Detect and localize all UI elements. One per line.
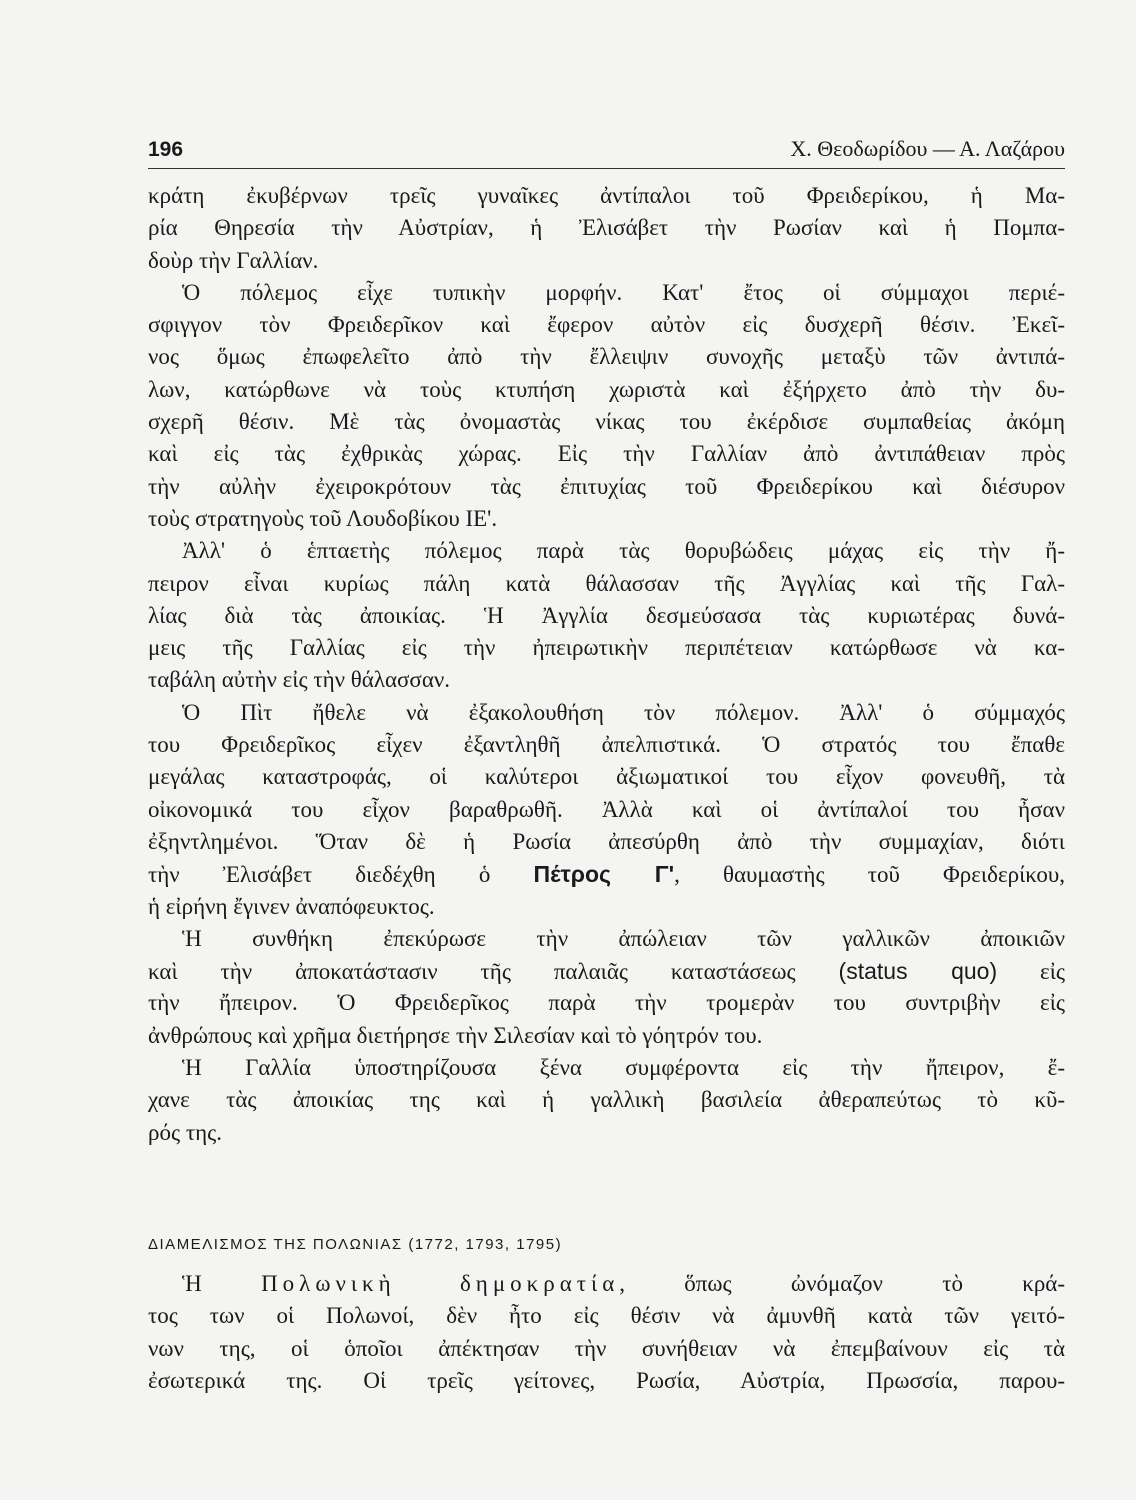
text-line: σφιγγον τὸν Φρειδερῖκον καὶ ἔφερον αὐτὸν εἰς δυσχερῆ θέσιν. Ἐκεῖ- xyxy=(148,312,1065,338)
body-text-section-1 xyxy=(148,180,1065,1149)
section-heading: ΔΙΑΜΕΛΙΣΜΟΣ ΤΗΣ ΠΟΛΩΝΙΑΣ (1772, 1793, 1795) xyxy=(148,1236,563,1253)
text-line: ἀνθρώπους καὶ χρῆμα διετήρησε τὴν Σιλεσίαν καὶ τὸ γόητρόν του. xyxy=(148,1022,763,1048)
text-line: ταβάλη αὐτὴν εἰς τὴν θάλασσαν. xyxy=(148,667,451,693)
text-line: νος ὅμως ἐπωφελεῖτο ἀπὸ τὴν ἔλλειψιν συνοχῆς μεταξὺ τῶν ἀντιπά- xyxy=(148,344,1065,370)
text-line: ἐξηντλημένοι. Ὅταν δὲ ἡ Ρωσία ἀπεσύρθη ἀπὸ τὴν συμμαχίαν, διότι xyxy=(148,828,1065,854)
text-line: Ἡ συνθήκη ἐπεκύρωσε τὴν ἀπώλειαν τῶν γαλλικῶν ἀποικιῶν xyxy=(182,925,1065,951)
emphasized-text: (status quo) xyxy=(838,958,998,985)
text-line: μεγάλας καταστροφάς, οἱ καλύτεροι ἀξιωματικοί του εἶχον φονευθῆ, τὰ xyxy=(148,764,1065,790)
paragraph xyxy=(148,697,1065,923)
body-text-section-2 xyxy=(148,1268,1065,1397)
text-line: ἡ εἰρήνη ἔγινεν ἀναπόφευκτος. xyxy=(148,893,435,919)
text-line: νων της, οἱ ὁποῖοι ἀπέκτησαν τὴν συνήθειαν νὰ ἐπεμβαίνουν εἰς τὰ xyxy=(148,1335,1065,1361)
text-line: Ὁ πόλεμος εἶχε τυπικὴν μορφήν. Κατ' ἔτος οἱ σύμμαχοι περιέ- xyxy=(182,279,1065,305)
paragraph xyxy=(148,277,1065,535)
text-segment: Ἡ xyxy=(182,1271,262,1296)
text-line: λίας διὰ τὰς ἀποικίας. Ἡ Ἀγγλία δεσμεύσασα τὰς κυριωτέρας δυνά- xyxy=(148,602,1065,628)
text-line: τος των οἱ Πολωνοί, δὲν ἦτο εἰς θέσιν νὰ ἀμυνθῆ κατὰ τῶν γειτό- xyxy=(148,1303,1065,1329)
text-line: ρός της. xyxy=(148,1119,222,1145)
text-line: σχερῆ θέσιν. Μὲ τὰς ὀνομαστὰς νίκας του ἐκέρδισε συμπαθείας ἀκόμη xyxy=(148,409,1065,435)
text-line: ρία Θηρεσία τὴν Αὐστρίαν, ἡ Ἐλισάβετ τὴν Ρωσίαν καὶ ἡ Πομπα- xyxy=(148,215,1065,241)
text-line: λων, κατώρθωνε νὰ τοὺς κτυπήση χωριστὰ καὶ ἐξήρχετο ἀπὸ τὴν δυ- xyxy=(148,376,1065,402)
text-line: Ἡ Γαλλία ὑποστηρίζουσα ξένα συμφέροντα εἰς τὴν ἤπειρον, ἔ- xyxy=(182,1055,1065,1081)
text-line: οἰκονομικά του εἶχον βαραθρωθῆ. Ἀλλὰ καὶ οἱ ἀντίπαλοί του ἦσαν xyxy=(148,796,1065,822)
text-line: τὴν ἤπειρον. Ὁ Φρειδερῖκος παρὰ τὴν τρομερὰν του συντριβὴν εἰς xyxy=(148,990,1065,1016)
text-segment: , θαυμαστὴς τοῦ Φρειδερίκου, xyxy=(674,862,1065,888)
text-line: κράτη ἐκυβέρνων τρεῖς γυναῖκες ἀντίπαλοι τοῦ Φρειδερίκου, ἡ Μα- xyxy=(148,183,1065,208)
text-line xyxy=(148,858,1065,890)
text-line xyxy=(148,1268,1065,1300)
paragraph xyxy=(148,1268,1065,1397)
text-line: τοὺς στρατηγοὺς τοῦ Λουδοβίκου ΙΕ'. xyxy=(148,505,498,531)
text-line: τὴν αὐλὴν ἐχειροκρότουν τὰς ἐπιτυχίας τοῦ Φρειδερίκου καὶ διέσυρον xyxy=(148,473,1065,499)
paragraph xyxy=(148,923,1065,1052)
text-segment: , ὅπως ὠνόμαζον τὸ κρά- xyxy=(619,1271,1066,1296)
paragraph xyxy=(148,180,1065,277)
page-header xyxy=(148,132,1065,169)
emphasized-text: Πέτρος Γ' xyxy=(533,861,675,888)
text-line: του Φρειδερῖκος εἶχεν ἐξαντληθῆ ἀπελπιστικά. Ὁ στρατός του ἔπαθε xyxy=(148,732,1065,758)
text-segment: καὶ τὴν ἀποκατάστασιν τῆς παλαιᾶς καταστάσεως xyxy=(148,959,839,985)
text-line: Ὁ Πὶτ ἤθελε νὰ ἐξακολουθήση τὸν πόλεμον. Ἀλλ' ὁ σύμμαχός xyxy=(182,699,1065,725)
text-line xyxy=(148,955,1065,987)
text-line: πειρον εἶναι κυρίως πάλη κατὰ θάλασσαν τῆς Ἀγγλίας καὶ τῆς Γαλ- xyxy=(148,570,1065,596)
text-line: ἐσωτερικά της. Οἱ τρεῖς γείτονες, Ρωσία, Αὐστρία, Πρωσσία, παρου- xyxy=(148,1367,1065,1393)
running-title: Χ. Θεοδωρίδου — Α. Λαζάρου xyxy=(790,136,1065,161)
paragraph xyxy=(148,1052,1065,1149)
text-line: μεις τῆς Γαλλίας εἰς τὴν ἠπειρωτικὴν περιπέτειαν κατώρθωσε νὰ κα- xyxy=(148,635,1065,661)
emphasized-text: Πολωνικὴ δημοκρατία xyxy=(261,1271,620,1296)
text-segment: εἰς xyxy=(997,959,1065,985)
text-line: καὶ εἰς τὰς ἐχθρικὰς χώρας. Εἰς τὴν Γαλλίαν ἀπὸ ἀντιπάθειαν πρὸς xyxy=(148,441,1065,467)
text-segment: τὴν Ἐλισάβετ διεδέχθη ὁ xyxy=(148,862,534,888)
text-line: Ἀλλ' ὁ ἑπταετὴς πόλεμος παρὰ τὰς θορυβώδεις μάχας εἰς τὴν ἤ- xyxy=(182,538,1065,564)
page-number: 196 xyxy=(148,138,184,161)
text-line: δοὺρ τὴν Γαλλίαν. xyxy=(148,247,319,273)
text-line: χανε τὰς ἀποικίας της καὶ ἡ γαλλικὴ βασιλεία ἀθεραπεύτως τὸ κῦ- xyxy=(148,1087,1065,1113)
paragraph xyxy=(148,535,1065,696)
